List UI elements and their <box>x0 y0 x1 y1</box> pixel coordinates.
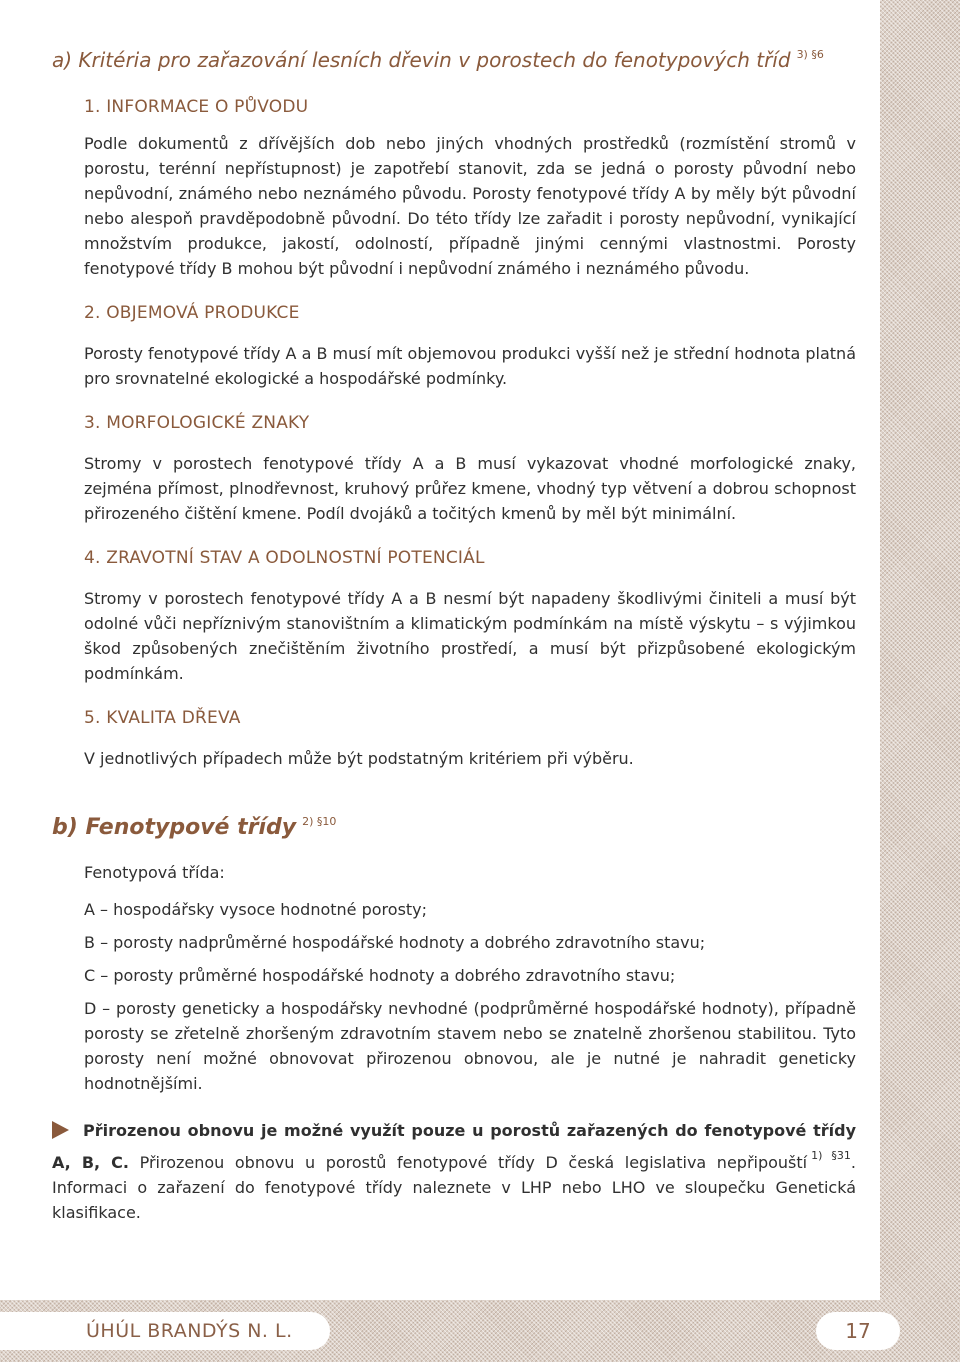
classes-intro: Fenotypová třída: <box>84 863 225 882</box>
item-1-text: Podle dokumentů z dřívějších dob nebo jiných vhodných prostředků (rozmístění stromů v porostu, terénní nepřístupnost) je zapotřebí stanovit, zda se jedná o porosty původní nebo nepůvodní, známého nebo neznámého původu. Porosty fenotypové třídy A by měly být původní nebo alespoň pravděpodobně původní. Do této třídy lze zařadit i porosty nepůvodní, vynikající množstvím produkce, jakostí, odolností, případně jinými cennými vlastnostmi. Porosty fenotypové třídy B mohou být původní i nepůvodní známého i neznámého původu. <box>84 134 856 278</box>
footer <box>0 1312 960 1350</box>
page-content <box>52 48 856 1225</box>
class-a: A – hospodářsky vysoce hodnotné porosty; <box>84 900 428 919</box>
class-b: B – porosty nadprůměrné hospodářské hodnoty a dobrého zdravotního stavu; <box>84 933 706 952</box>
item-5-text: V jednotlivých případech může být podstatným kritériem při výběru. <box>84 749 634 768</box>
class-d: D – porosty geneticky a hospodářsky nevhodné (podprůměrné hospodářské hodnoty), případně porosty se zřetelně zhoršeným zdravotním stavem nebo se znatelně zhoršenou stabilitou. Tyto porosty není možné obnovovat přirozenou obnovou, ale je nutné je nahradit geneticky hodnotnějšími. <box>84 999 856 1093</box>
item-4-text: Stromy v porostech fenotypové třídy A a B nesmí být napadeny škodlivými činiteli a musí být odolné vůči nepříznivým stanovištním a klimatickým podmínkám na místě výskytu – s výjimkou škod způsobených znečištěním životního prostředí, a musí být přizpůsobené ekologickým podmínkám. <box>84 589 856 683</box>
footer-publisher: ÚHÚL BRANDÝS N. L. <box>0 1312 330 1350</box>
note-ref: 1) §31 <box>811 1149 851 1162</box>
item-2-title: 2. OBJEMOVÁ PRODUKCE <box>84 303 300 323</box>
note-paragraph <box>52 1118 856 1225</box>
page-number: 17 <box>816 1312 900 1350</box>
item-3-title: 3. MORFOLOGICKÉ ZNAKY <box>84 413 310 433</box>
section-a-ref: 3) §6 <box>796 48 824 61</box>
section-a-heading <box>52 48 856 72</box>
section-a-body <box>52 97 856 771</box>
item-2-text: Porosty fenotypové třídy A a B musí mít objemovou produkci vyšší než je střední hodnota platná pro srovnatelné ekologické a hospodářské podmínky. <box>84 344 856 388</box>
note-text-2: . Informaci o zařazení do fenotypové třídy naleznete v LHP nebo LHO ve sloupečku Genetická klasifikace. <box>52 1153 856 1222</box>
section-b-heading <box>52 815 856 840</box>
note-text-1: Přirozenou obnovu u porostů fenotypové třídy D česká legislativa nepřipouští <box>129 1153 808 1172</box>
section-b-heading-text: b) Fenotypové třídy <box>52 815 297 840</box>
section-b-ref: 2) §10 <box>302 815 337 828</box>
class-c: C – porosty průměrné hospodářské hodnoty a dobrého zdravotního stavu; <box>84 966 676 985</box>
section-a-heading-text: a) Kritéria pro zařazování lesních dřevin v porostech do fenotypových tříd <box>52 48 791 72</box>
item-3-text: Stromy v porostech fenotypové třídy A a B musí vykazovat vhodné morfologické znaky, zejména přímost, plnodřevnost, kruhový průřez kmene, vhodný typ větvení a dobrou schopnost přirozeného čištění kmene. Podíl dvojáků a točitých kmenů by měl být minimální. <box>84 454 856 523</box>
item-1-title: 1. INFORMACE O PŮVODU <box>84 97 309 117</box>
item-4-title: 4. ZRAVOTNÍ STAV A ODOLNOSTNÍ POTENCIÁL <box>84 548 485 568</box>
note-bold: Přirozenou obnovu je možné využít pouze u porostů zařazených do fenotypové třídy A, B, C. <box>52 1121 856 1172</box>
decorative-texture-right <box>880 0 960 1362</box>
section-b-body <box>52 860 856 1096</box>
item-5-title: 5. KVALITA DŘEVA <box>84 708 241 728</box>
triangle-arrow-icon <box>52 1121 69 1139</box>
